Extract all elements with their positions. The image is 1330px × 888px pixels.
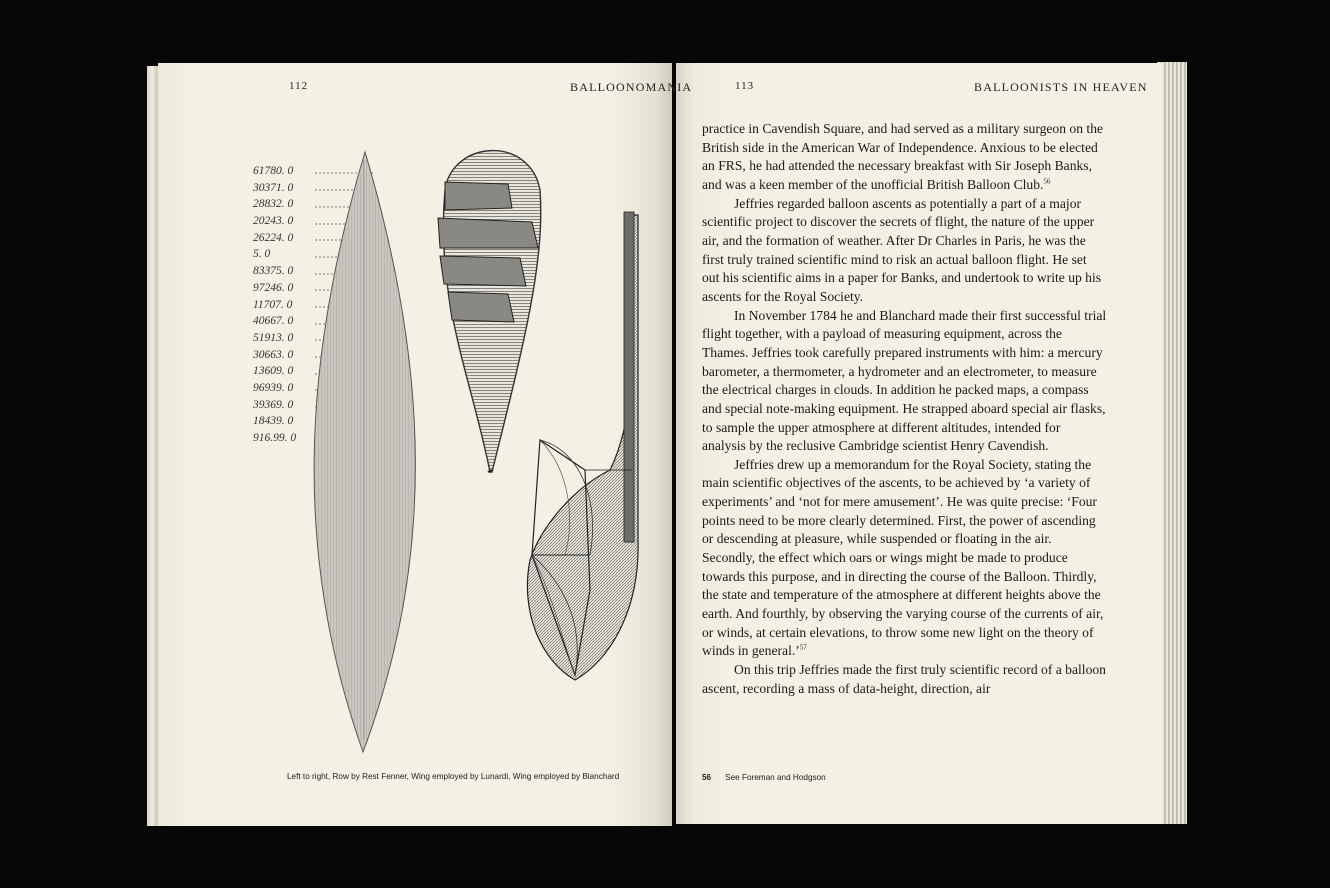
altitude-label: 51913. 0 <box>253 331 294 344</box>
body-text <box>702 120 1107 698</box>
paragraph: On this trip Jeffries made the first truly scientific record of a balloon ascent, recording a mass of data-height, direction, air <box>702 662 1106 696</box>
paragraph: practice in Cavendish Square, and had served as a military surgeon on the British side in the American War of Independence. Anxious to be elected an FRS, he had attended the necessary breakfast with Sir Joseph Banks, and was a keen member of the unofficial British Balloon Club.$^{56}$ <box>702 121 1104 192</box>
altitude-label: 11707. 0 <box>253 298 293 311</box>
altitude-label: 83375. 0 <box>253 265 294 278</box>
altitude-label: 30371. 0 <box>253 181 294 194</box>
footnote-ref: 56 <box>1043 177 1051 186</box>
right-page-number: 113 <box>735 80 755 92</box>
paragraph: Jeffries drew up a memorandum for the Royal Society, stating the main scientific objectives of the ascents, to be achieved by ‘a variety of experiments’ and ‘not for mere amusement’. He was quite precise: ‘Four points need to be more clearly determined. First, the power of ascending or descending at pleasure, while suspended or floating in the air. Secondly, the effect which oars or wings might be made to produce towards this purpose, and in directing the course of the Balloon. Thirdly, the state and temperature of the atmosphere at different heights above the earth. And fourthly, by observing the varying course of the currents of air, or winds, at certain elevations, to throw some new light on the theory of winds in general.’$^{57}$ <box>702 456 1104 659</box>
altitude-label: 39369. 0 <box>253 398 294 411</box>
altitude-label: 96939. 0 <box>253 381 294 394</box>
altitude-label: 20243. 0 <box>253 215 294 228</box>
altitude-label: 40667. 0 <box>253 315 294 328</box>
altitude-label: 26224. 0 <box>253 231 294 244</box>
altitude-label: 61780. 0 <box>253 165 294 177</box>
footnote <box>702 773 826 782</box>
left-running-title: BALLOONOMANIA <box>570 80 693 94</box>
altitude-label: 5. 0 <box>253 248 271 261</box>
footnote-ref: 57 <box>799 643 807 652</box>
footnote-text: See Foreman and Hodgson <box>725 773 826 782</box>
altitude-label: 916.99. 0 <box>253 432 297 444</box>
altitude-label: 13609. 0 <box>253 365 294 378</box>
blanchard-wing <box>527 215 638 680</box>
paragraph: Jeffries regarded balloon ascents as potentially a part of a major scientific project to discover the secrets of flight, the nature of the upper air, and the formation of weather. After Dr Charles in Paris, he was the first truly trained scientific mind to risk an actual balloon flight. He set out his scientific aims in a paper for Banks, and undertook to write up his ascents for the Royal Society. <box>702 195 1102 304</box>
right-running-title: BALLOONISTS IN HEAVEN <box>974 80 1148 94</box>
figure-caption: Left to right, Row by Rest Fenner, Wing employed by Lunardi, Wing employed by Blanchard <box>287 772 620 781</box>
altitude-label: 30663. 0 <box>253 348 294 361</box>
altitude-label: 28832. 0 <box>253 198 294 211</box>
altitude-label: 18439. 0 <box>253 415 294 428</box>
altitude-label: 97246. 0 <box>253 281 294 294</box>
left-page-number: 112 <box>289 80 309 92</box>
footnote-number: 56 <box>702 773 712 782</box>
paragraph: In November 1784 he and Blanchard made their first successful trial flight together, with a payload of measuring equipment, across the Thames. Jeffries took carefully prepared instruments with him: a mercury barometer, a thermometer, a hydrometer and an electrometer, to measure the electrical charges in clouds. In addition he packed maps, a compass and special note-making equipment. He strapped aboard special air flasks, to sample the upper atmosphere at different altitudes, intended for analysis by the reclusive Cambridge scientist Henry Cavendish. <box>702 307 1107 454</box>
altitude-label-column <box>253 163 333 447</box>
